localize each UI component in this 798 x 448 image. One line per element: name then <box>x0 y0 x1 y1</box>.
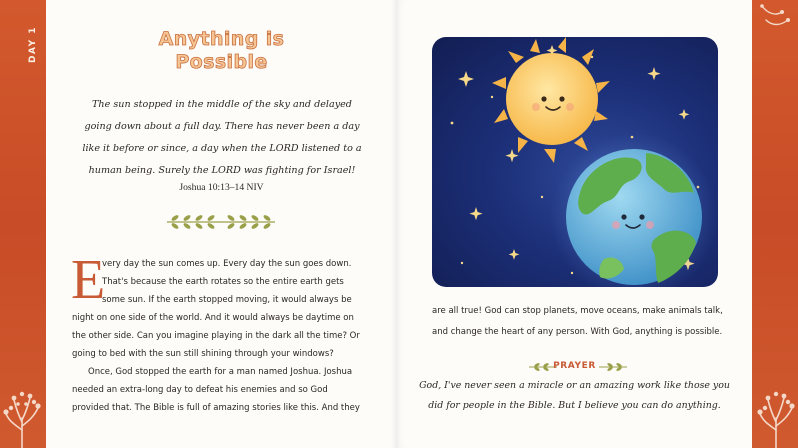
body-line: provided that. The Bible is full of amazing stories like this. And they <box>72 403 360 413</box>
body-line: Once, God stopped the earth for a man named Joshua. Joshua <box>88 367 353 377</box>
prayer-flourish-right-icon <box>599 362 627 372</box>
left-border <box>0 0 46 448</box>
body-line: the other side. Can you imagine playing in the dark all the time? Or <box>72 331 360 341</box>
leaf-branch-icon <box>161 212 281 232</box>
scripture-verse <box>66 94 378 182</box>
right-border <box>752 0 798 448</box>
body-line: night on one side of the world. And it would always be daytime on <box>72 313 354 323</box>
prayer-line: did for people in the Bible. But I believe you can do anything. <box>428 400 721 411</box>
flourish-icon <box>752 2 798 42</box>
title-line: Anything is <box>158 28 285 50</box>
smiling-earth-icon <box>566 149 702 285</box>
verse-line: The sun stopped in the middle of the sky and delayed <box>92 99 352 110</box>
verse-reference: Joshua 10:13–14 NIV <box>179 182 264 193</box>
prayer-heading: PRAYER <box>553 361 596 371</box>
tree-icon <box>0 378 46 448</box>
body-line: That's because the earth rotates so the entire earth gets <box>102 277 344 287</box>
prayer-line: God, I've never seen a miracle or an amazing work like those you <box>419 380 730 391</box>
illustration-canvas <box>432 37 718 287</box>
day-label: DAY 1 <box>28 26 38 63</box>
continued-text: and change the heart of any person. With God, anything is possible. <box>432 327 723 337</box>
page-title <box>46 28 397 74</box>
verse-line: human being. Surely the LORD was fighting for Israel! <box>88 165 356 176</box>
verse-line: going down about a full day. There has never been a day <box>84 121 360 132</box>
body-line: going to bed with the sun still shining through your windows? <box>72 349 334 359</box>
continued-text: are all true! God can stop planets, move oceans, make animals talk, <box>432 306 723 316</box>
drop-cap: E <box>71 249 106 311</box>
title-line: Possible <box>175 51 268 73</box>
body-line: very day the sun comes up. Every day the sun goes down. <box>102 259 352 269</box>
verse-line: like it before or since, a day when the LORD listened to a <box>82 143 362 154</box>
right-page <box>397 0 752 448</box>
left-page <box>46 0 397 448</box>
body-line: needed an extra-long day to defeat his enemies and so God <box>72 385 328 395</box>
sun-earth-illustration <box>432 37 718 287</box>
smiling-sun-icon <box>506 53 598 145</box>
body-line: some sun. If the earth stopped moving, it would always be <box>102 295 352 305</box>
tree-icon <box>752 378 798 448</box>
